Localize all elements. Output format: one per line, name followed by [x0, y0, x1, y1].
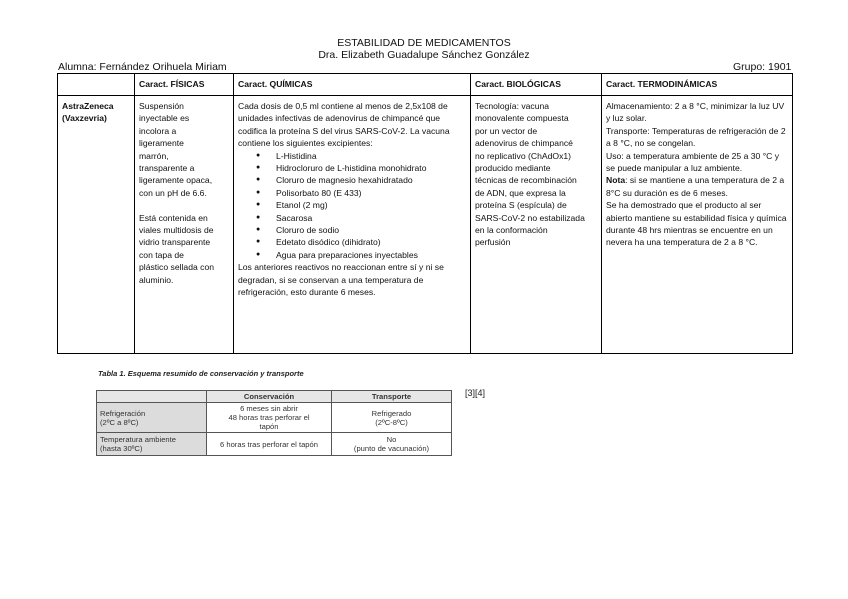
opened-stability-text: Se ha demostrado que el producto al ser abierto mantiene su estabilidad física y química durante 48 hrs mientras se encuentre en un nevera ha una temperatura de 2 a 8 °C.	[606, 200, 787, 248]
table-header-row	[58, 74, 793, 96]
chemical-outro: Los anteriores reactivos no reaccionan entre sí y ni se degradan, si se conservan a una temperatura de refrigeración, esto durante 6 meses.	[238, 262, 444, 298]
conservation-cell: 6 horas tras perforar el tapón	[207, 433, 332, 456]
list-item: ● Hidrocloruro de L-histidina monohidrato	[238, 162, 466, 174]
list-item: ● Agua para preparaciones inyectables	[238, 249, 466, 261]
teacher-name: Dra. Elizabeth Guadalupe Sánchez González	[318, 49, 530, 61]
transport-cell: Refrigerado (2ºC-8ºC)	[332, 403, 452, 433]
list-item: ● Polisorbato 80 (E 433)	[238, 187, 466, 199]
table-row	[97, 433, 452, 456]
list-item: ● Cloruro de magnesio hexahidratado	[238, 174, 466, 186]
use-text: Uso: a temperatura ambiente de 25 a 30 °C y se puede manipular a luz ambiente.	[606, 150, 780, 174]
chemical-intro: Cada dosis de 0,5 ml contiene al menos de 2,5x108 de unidades infectivas de adenovirus de chimpancé que codifica la proteína S del virus SARS-CoV-2. La vacuna contiene los siguientes excipientes:	[238, 101, 450, 149]
excipient-list	[238, 150, 466, 262]
header-thermodynamic: Caract. TERMODINÁMICAS	[602, 74, 793, 96]
list-item: ● L-Histidina	[238, 150, 466, 162]
references: [3][4]	[465, 388, 486, 398]
medicine-name: AstraZeneca (Vaxzevria)	[58, 96, 135, 354]
group-number: Grupo: 1901	[733, 61, 792, 73]
physical-characteristics: Suspensión inyectable es incolora a ligeramente marrón, transparente a ligeramente opaca, con un pH de 6.6. Está contenida en viales multidosis de vidrio transparente con tapa de plástico sellada con aluminio.	[135, 96, 234, 354]
transport-cell: No (punto de vacunación)	[332, 433, 452, 456]
storage-text: Almacenamiento: 2 a 8 °C, minimizar la luz UV y luz solar.	[606, 101, 785, 124]
header-empty	[58, 74, 135, 96]
thermodynamic-characteristics	[602, 96, 793, 354]
table-header-row	[97, 391, 452, 403]
row-label: Temperatura ambiente (hasta 30ºC)	[97, 433, 207, 456]
list-item: ● Cloruro de sodio	[238, 224, 466, 236]
note-label: Nota	[606, 175, 626, 186]
biological-characteristics: Tecnología: vacuna monovalente compuesta por un vector de adenovirus de chimpancé no replicativo (ChAdOx1) producido mediante técnicas de recombinación de ADN, que expresa la proteína S (espícula) de SARS-CoV-2 no estabilizada en la conformación perfusión	[471, 96, 602, 354]
document-title: ESTABILIDAD DE MEDICAMENTOS	[337, 37, 511, 49]
row-label: Refrigeración (2ºC a 8ºC)	[97, 403, 207, 433]
conservation-table	[96, 390, 452, 456]
table-row	[58, 96, 793, 354]
student-name: Alumna: Fernández Orihuela Miriam	[58, 61, 227, 73]
header-transport: Transporte	[332, 391, 452, 403]
header-conservation: Conservación	[207, 391, 332, 403]
characteristics-table	[57, 73, 793, 354]
header-empty	[97, 391, 207, 403]
table-row	[97, 403, 452, 433]
note-text	[606, 174, 788, 199]
list-item: ● Edetato disódico (dihidrato)	[238, 236, 466, 248]
conservation-cell: 6 meses sin abrir 48 horas tras perforar el tapón	[207, 403, 332, 433]
list-item: ● Sacarosa	[238, 212, 466, 224]
table-caption: Tabla 1. Esquema resumido de conservación y transporte	[98, 369, 304, 378]
header-biological: Caract. BIOLÓGICAS	[471, 74, 602, 96]
header-physical: Caract. FÍSICAS	[135, 74, 234, 96]
header-chemical: Caract. QUÍMICAS	[234, 74, 471, 96]
chemical-characteristics	[234, 96, 471, 354]
note-body: : si se mantiene a una temperatura de 2 a 8°C su duración es de 6 meses.	[606, 175, 785, 198]
transport-text: Transporte: Temperaturas de refrigeración de 2 a 8 °C, no se congelan.	[606, 125, 786, 149]
list-item: ● Etanol (2 mg)	[238, 199, 466, 211]
